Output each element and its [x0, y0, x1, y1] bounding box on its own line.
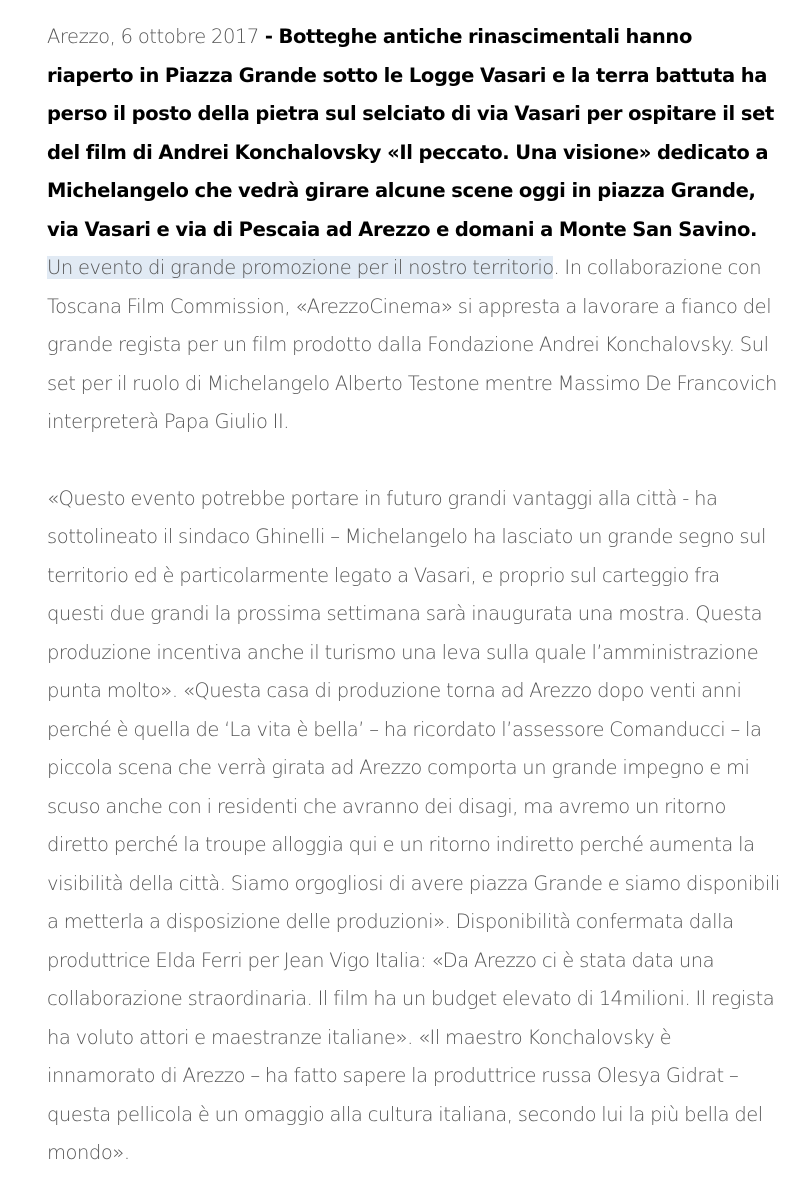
lead-text: Botteghe antiche rinascimentali hanno riaperto in Piazza Grande sotto le Logge Vasari e la terra battuta ha perso il posto della pietra sul selciato di via Vasari per ospitare il set del film di Andrei Konchalovsky «Il peccato. Una visione» dedicato a Michelangelo che vedrà girare alcune scene oggi in piazza Grande, via Vasari e via di Pescaia ad Arezzo e domani a Monte San Savino.	[47, 25, 774, 241]
article-paragraph-2: «Questo evento potrebbe portare in futuro grandi vantaggi alla città - ha sottolineato il sindaco Ghinelli – Michelangelo ha lasciato un grande segno sul territorio ed è particolarmente legato a Vasari, e proprio sul carteggio fra questi due grandi la prossima settimana sarà inaugurata una mostra. Questa produzione incentiva anche il turismo una leva sulla quale l’amministrazione punta molto». «Questa casa di produzione torna ad Arezzo dopo venti anni perché è quella de ‘La vita è bella’ – ha ricordato l’assessore Comanducci – la piccola scena che verrà girata ad Arezzo comporta un grande impegno e mi scuso anche con i residenti che avranno dei disagi, ma avremo un ritorno diretto perché la troupe alloggia qui e un ritorno indiretto perché aumenta la visibilità della città. Siamo orgogliosi di avere piazza Grande e siamo disponibili a metterla a disposizione delle produzioni». Disponibilità confermata dalla produttrice Elda Ferri per Jean Vigo Italia: «Da Arezzo ci è stata data una collaborazione straordinaria. Il film ha un budget elevato di 14milioni. Il regista ha voluto attori e maestranze italiane». «Il maestro Konchalovsky è innamorato di Arezzo – ha fatto sapere la produttrice russa Olesya Gidrat – questa pellicola è un omaggio alla cultura italiana, secondo lui la più bella del mondo».	[47, 486, 780, 1164]
article-paragraph-1	[47, 18, 781, 442]
highlighted-text-selection[interactable]: Un evento di grande promozione per il nostro territorio	[47, 256, 554, 279]
dateline: Arezzo, 6 ottobre 2017	[47, 25, 259, 48]
lead-separator: -	[258, 25, 279, 48]
paragraph-1-body: . In collaborazione con Toscana Film Commission, «ArezzoCinema» si appresta a lavorare a fianco del grande regista per un film prodotto dalla Fondazione Andrei Konchalovsky. Sul set per il ruolo di Michelangelo Alberto Testone mentre Massimo De Francovich interpreterà Papa Giulio II.	[47, 256, 777, 433]
article-body	[47, 18, 781, 1173]
